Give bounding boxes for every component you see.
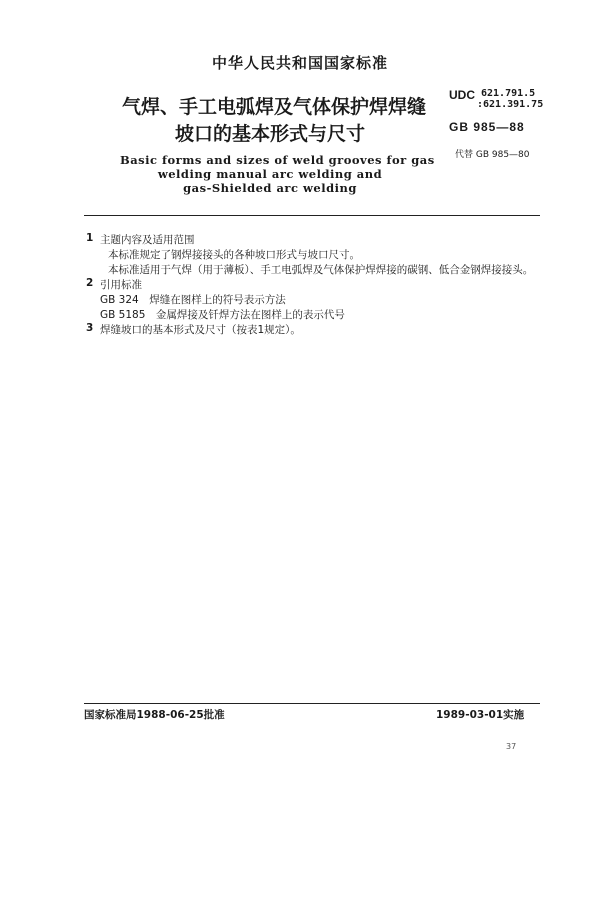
udc-code-1: 621.791.5 (481, 88, 536, 99)
section-number: 1 (86, 232, 94, 244)
title-en-line2: welding manual arc welding and (157, 167, 383, 181)
title-cn-line2: 坡口的基本形式与尺寸 (175, 123, 366, 145)
footer-rule (84, 703, 540, 704)
issuer-title: 中华人民共和国国家标准 (211, 54, 388, 72)
reference-standard: GB 324 焊缝在图样上的符号表示方法 (100, 294, 286, 306)
section-heading: 引用标准 (100, 279, 142, 291)
approval-date: 国家标准局1988-06-25批准 (84, 709, 225, 721)
section-line: 本标准适用于气焊（用于薄板）、手工电弧焊及气体保护焊焊接的碳钢、低合金钢焊接接头。 (108, 264, 534, 276)
udc-label: UDC (449, 88, 475, 102)
gb-number: GB 985—88 (449, 120, 525, 134)
udc-code-2: :621.391.75 (477, 99, 544, 110)
page-number: 37 (506, 742, 517, 751)
section-heading: 焊缝坡口的基本形式及尺寸（按表1规定）。 (100, 324, 301, 336)
replaces-note: 代替 GB 985—80 (455, 150, 530, 160)
section-number: 3 (86, 322, 94, 334)
title-cn-line1: 气焊、手工电弧焊及气体保护焊焊缝 (122, 96, 427, 118)
implementation-date: 1989-03-01实施 (436, 709, 525, 721)
section-line: 本标准规定了钢焊接接头的各种坡口形式与坡口尺寸。 (108, 249, 360, 261)
header-rule (84, 215, 540, 216)
title-en-line3: gas-Shielded arc welding (183, 181, 357, 195)
section-number: 2 (86, 277, 94, 289)
section-heading: 主题内容及适用范围 (100, 234, 195, 246)
reference-standard: GB 5185 金属焊接及钎焊方法在图样上的表示代号 (100, 309, 345, 321)
title-en-line1: Basic forms and sizes of weld grooves for gas (120, 153, 435, 167)
